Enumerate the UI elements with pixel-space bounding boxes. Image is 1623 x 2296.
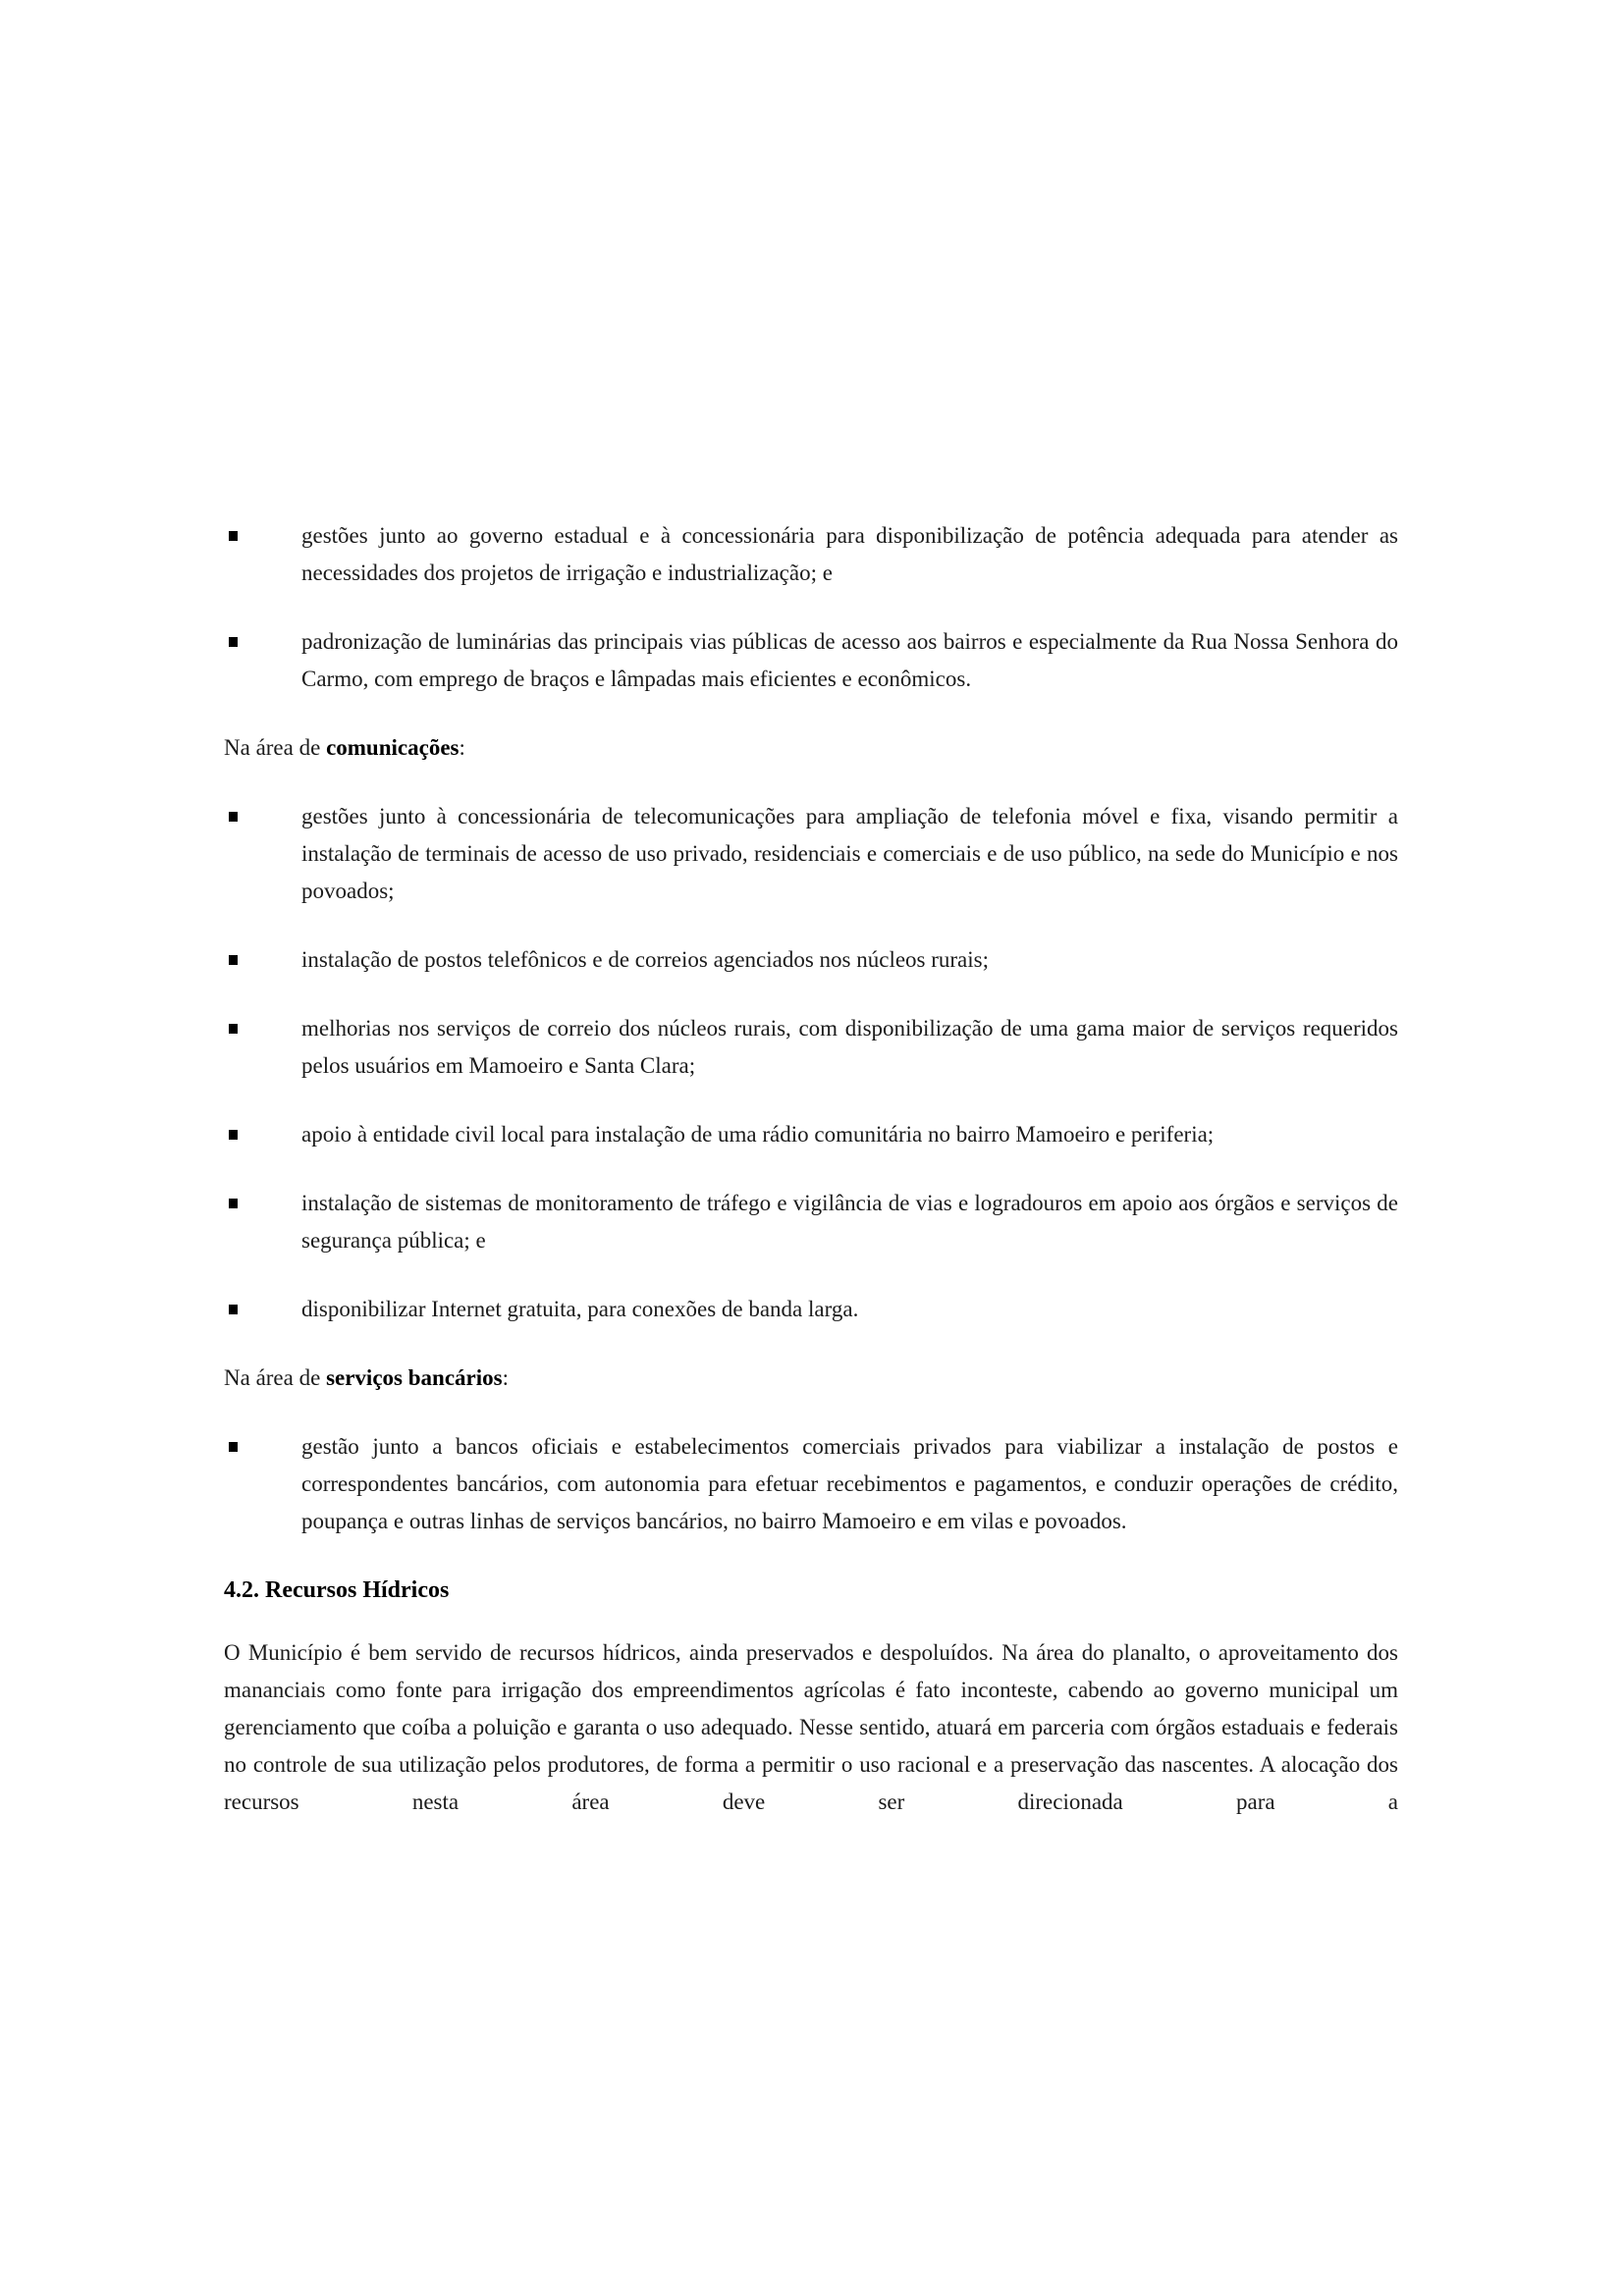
section-label-suffix: : <box>459 735 465 760</box>
list-item <box>224 1185 1398 1259</box>
communications-bullet-list <box>224 798 1398 1328</box>
bullet-square-icon <box>229 1130 238 1140</box>
bullet-square-icon <box>229 955 238 965</box>
water-resources-paragraph: O Município é bem servido de recursos hídricos, ainda preservados e despoluídos. Na área do planalto, o aproveitamento dos mananciais como fonte para irrigação dos empreendimentos agrícolas é fato inconteste, cabendo ao governo municipal um gerenciamento que coíba a poluição e garanta o uso adequado. Nesse sentido, atuará em parceria com órgãos estaduais e federais no controle de sua utilização pelos produtores, de forma a permitir o uso racional e a preservação das nascentes. A alocação dos recursos nesta área deve ser direcionada para a <box>224 1640 1398 1814</box>
list-item <box>224 1116 1398 1153</box>
section-label-bold: comunicações <box>326 735 460 760</box>
bullet-square-icon <box>229 1199 238 1208</box>
list-item <box>224 1428 1398 1540</box>
bullet-text: padronização de luminárias das principais vias públicas de acesso aos bairros e especialmente da Rua Nossa Senhora do Carmo, com emprego de braços e lâmpadas mais eficientes e econômicos. <box>301 629 1398 691</box>
section-label-suffix: : <box>502 1365 509 1390</box>
bullet-square-icon <box>229 1024 238 1034</box>
banking-bullet-list <box>224 1428 1398 1540</box>
bullet-square-icon <box>229 812 238 822</box>
list-item <box>224 1010 1398 1085</box>
bullet-text: instalação de sistemas de monitoramento de tráfego e vigilância de vias e logradouros em apoio aos órgãos e serviços de segurança pública; e <box>301 1191 1398 1253</box>
bullet-square-icon <box>229 1442 238 1452</box>
intro-bullet-list <box>224 517 1398 698</box>
section-label-prefix: Na área de <box>224 1365 327 1390</box>
bullet-square-icon <box>229 1305 238 1314</box>
list-item <box>224 798 1398 910</box>
section-label-banking <box>224 1360 1398 1397</box>
bullet-text: melhorias nos serviços de correio dos núcleos rurais, com disponibilização de uma gama maior de serviços requeridos pelos usuários em Mamoeiro e Santa Clara; <box>301 1016 1398 1078</box>
section-label-communications <box>224 729 1398 767</box>
section-heading-recursos-hidricos: 4.2. Recursos Hídricos <box>224 1577 450 1603</box>
bullet-text: gestões junto ao governo estadual e à concessionária para disponibilização de potência adequada para atender as necessidades dos projetos de irrigação e industrialização; e <box>301 523 1398 585</box>
section-label-prefix: Na área de <box>224 735 327 760</box>
bullet-square-icon <box>229 531 238 541</box>
list-item <box>224 517 1398 592</box>
bullet-text: gestões junto à concessionária de telecomunicações para ampliação de telefonia móvel e fixa, visando permitir a instalação de terminais de acesso de uso privado, residenciais e comerciais e de uso público, na sede do Município e nos povoados; <box>301 804 1398 903</box>
list-item <box>224 941 1398 979</box>
list-item <box>224 623 1398 698</box>
document-content <box>224 517 1398 1821</box>
section-label-bold: serviços bancários <box>326 1365 503 1390</box>
bullet-square-icon <box>229 637 238 647</box>
bullet-text: disponibilizar Internet gratuita, para conexões de banda larga. <box>301 1297 859 1321</box>
bullet-text: apoio à entidade civil local para instalação de uma rádio comunitária no bairro Mamoeiro e periferia; <box>301 1122 1215 1147</box>
list-item <box>224 1291 1398 1328</box>
bullet-text: instalação de postos telefônicos e de correios agenciados nos núcleos rurais; <box>301 947 989 972</box>
bullet-text: gestão junto a bancos oficiais e estabelecimentos comerciais privados para viabilizar a instalação de postos e correspondentes bancários, com autonomia para efetuar recebimentos e pagamentos, e conduzir operações de crédito, poupança e outras linhas de serviços bancários, no bairro Mamoeiro e em vilas e povoados. <box>301 1434 1398 1533</box>
